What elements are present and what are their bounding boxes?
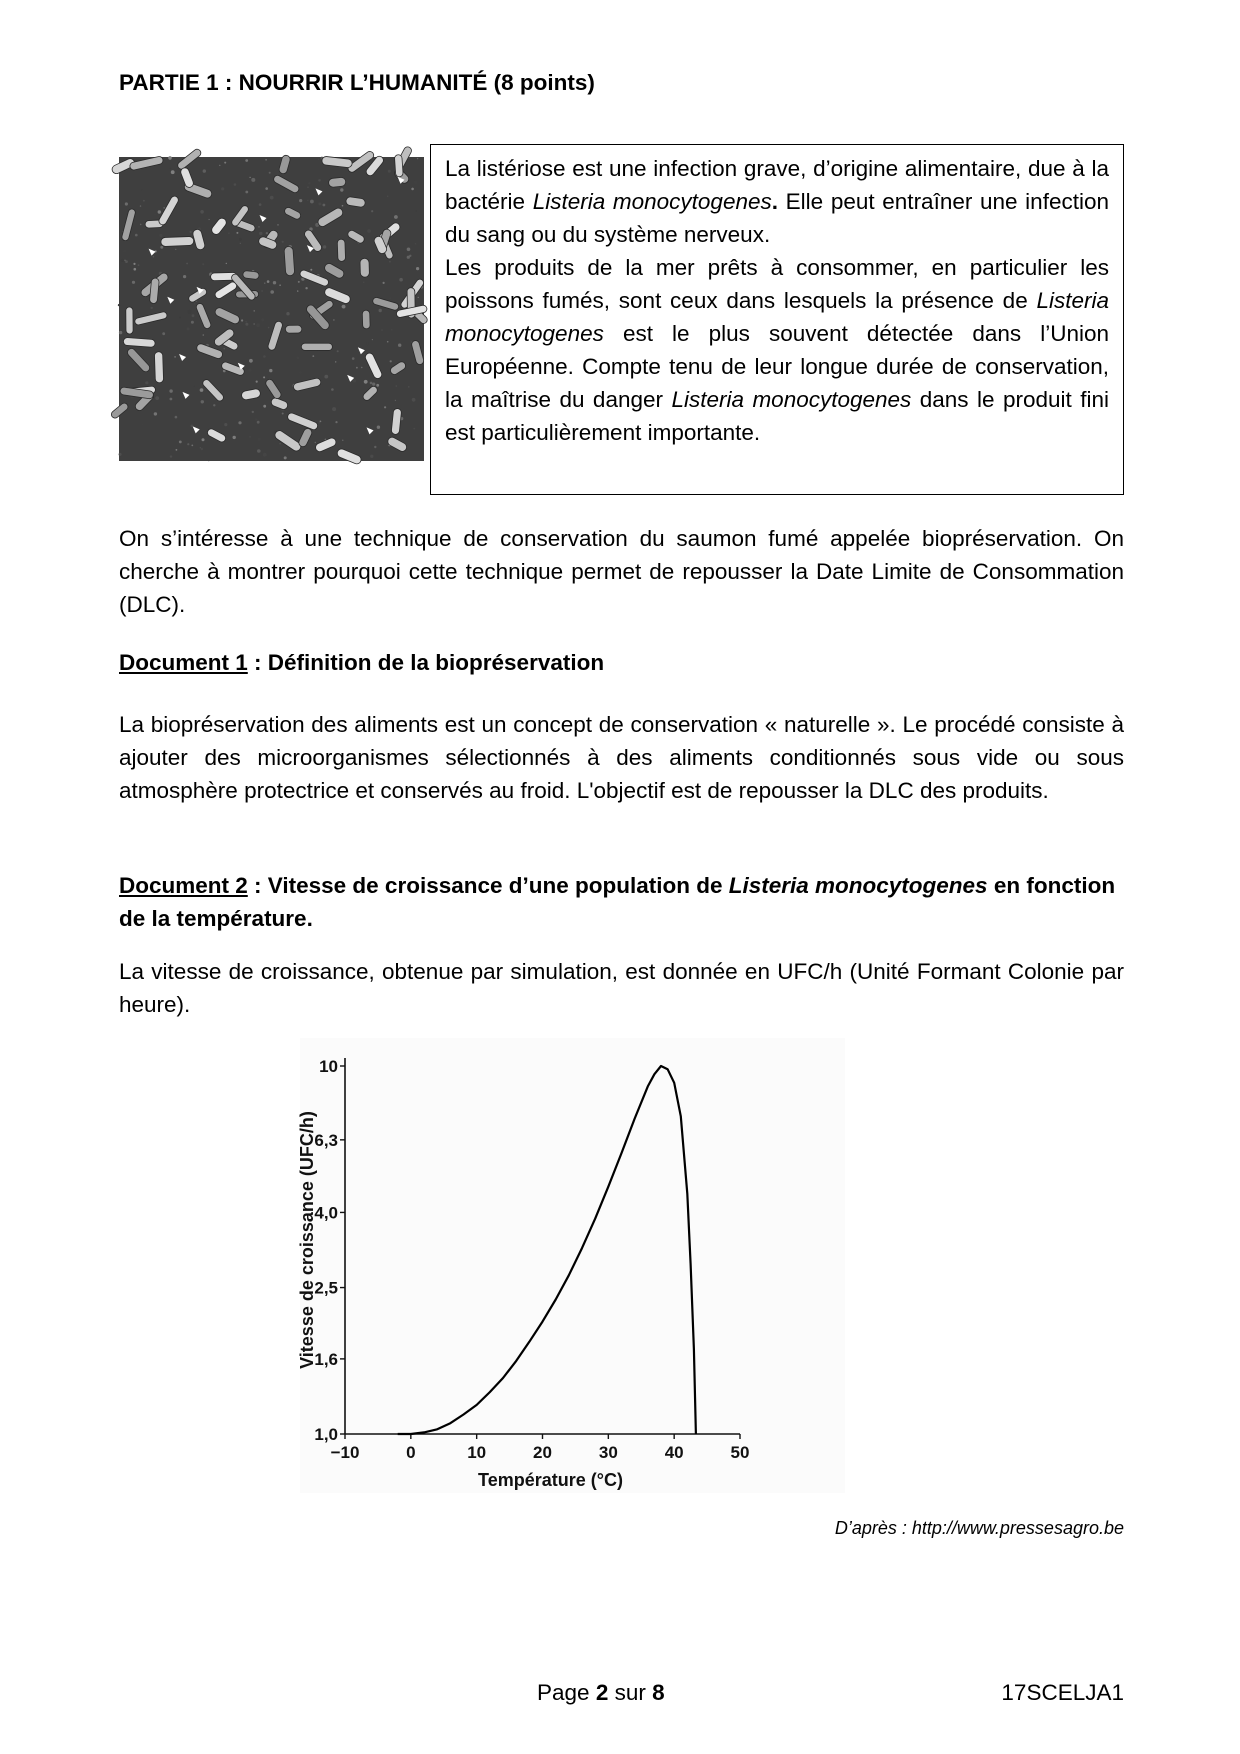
- micrograph-grain: [411, 188, 414, 191]
- micrograph-grain: [263, 405, 266, 408]
- x-tick-label: −10: [330, 1443, 360, 1462]
- micrograph-grain: [399, 278, 403, 282]
- page-separator: sur: [608, 1680, 653, 1705]
- micrograph-grain: [297, 290, 298, 291]
- x-axis-title: Température (°C): [478, 1470, 623, 1490]
- micrograph-grain: [356, 367, 358, 369]
- micrograph-grain: [200, 388, 204, 392]
- micrograph-grain: [267, 280, 270, 283]
- micrograph-grain: [202, 438, 205, 441]
- micrograph-grain: [265, 159, 267, 161]
- micrograph-grain: [154, 412, 157, 415]
- intro-paragraph-2: [445, 251, 1109, 449]
- micrograph-grain: [166, 338, 167, 339]
- micrograph-grain: [238, 421, 241, 424]
- micrograph-grain: [240, 243, 241, 244]
- micrograph-grain: [171, 170, 175, 174]
- micrograph-grain: [342, 205, 344, 207]
- micrograph-grain: [323, 245, 326, 248]
- page-title: PARTIE 1 : NOURRIR L’HUMANITÉ (8 points): [119, 70, 595, 95]
- micrograph-grain: [118, 304, 120, 306]
- y-tick-label: 2,5: [314, 1278, 338, 1298]
- micrograph-grain: [323, 204, 326, 207]
- micrograph-grain: [389, 261, 391, 263]
- micrograph-grain: [282, 413, 284, 415]
- micrograph-grain: [213, 404, 215, 406]
- source-credit: D’après : http://www.pressesagro.be: [834, 1518, 1124, 1538]
- micrograph-grain: [310, 269, 312, 271]
- micrograph-grain: [160, 246, 163, 249]
- micrograph-grain: [299, 371, 302, 374]
- micrograph-grain: [135, 234, 138, 237]
- micrograph-grain: [155, 396, 159, 400]
- micrograph-grain: [249, 177, 250, 178]
- micrograph-grain: [286, 312, 289, 315]
- micrograph-grain: [319, 422, 321, 424]
- micrograph-grain: [332, 407, 336, 411]
- micrograph-grain: [257, 421, 260, 424]
- micrograph-grain: [263, 376, 265, 378]
- x-tick-label: 20: [533, 1443, 552, 1462]
- y-tick-label: 6,3: [314, 1130, 338, 1150]
- intro-text: [445, 152, 1109, 449]
- micrograph-grain: [151, 307, 153, 309]
- micrograph-grain: [256, 323, 260, 327]
- intro-p1-dot: .: [771, 189, 779, 214]
- page-number: [537, 1680, 665, 1706]
- micrograph-grain: [188, 310, 192, 314]
- micrograph-grain: [202, 263, 204, 265]
- y-axis-title: Vitesse de croissance (UFC/h): [297, 1111, 317, 1369]
- micrograph-grain: [416, 455, 418, 457]
- micrograph-grain: [416, 267, 419, 270]
- micrograph-grain: [279, 284, 281, 286]
- micrograph-grain: [342, 440, 343, 441]
- micrograph-grain: [186, 263, 188, 265]
- micrograph-grain: [383, 282, 385, 284]
- micrograph-grain: [153, 256, 154, 257]
- micrograph-grain: [413, 428, 415, 430]
- micrograph-grain: [391, 329, 392, 330]
- micrograph-grain: [270, 290, 274, 294]
- y-tick-label: 4,0: [314, 1203, 338, 1223]
- micrograph-grain: [190, 231, 192, 233]
- y-tick-label: 1,0: [314, 1425, 338, 1444]
- document-2-heading: [119, 869, 1124, 935]
- micrograph-grain: [342, 305, 346, 309]
- micrograph-grain: [245, 191, 248, 194]
- bacterium-rod: [284, 246, 295, 276]
- micrograph-grain: [200, 210, 204, 214]
- micrograph-grain: [194, 303, 195, 304]
- micrograph-grain: [364, 380, 368, 384]
- micrograph-grain: [258, 226, 260, 228]
- micrograph-grain: [299, 199, 302, 202]
- micrograph-grain: [169, 389, 172, 392]
- micrograph-grain: [209, 219, 210, 220]
- micrograph-grain: [414, 180, 418, 184]
- micrograph-grain: [183, 275, 186, 278]
- document-2-title-a: : Vitesse de croissance d’une population de: [247, 873, 729, 898]
- micrograph-grain: [279, 443, 280, 444]
- micrograph-grain: [145, 381, 148, 384]
- intro-p2-text-b: est le plus souvent détectée dans l’Union Européenne. Compte tenu de leur longue durée de conservation, la maîtrise du danger: [445, 321, 1109, 412]
- micrograph-grain: [119, 453, 122, 456]
- page-current: 2: [595, 1680, 609, 1705]
- micrograph-grain: [194, 386, 195, 387]
- micrograph-grain: [352, 357, 355, 360]
- micrograph-grain: [187, 443, 189, 445]
- micrograph-grain: [179, 316, 181, 318]
- micrograph-grain: [372, 383, 375, 386]
- micrograph-grain: [134, 268, 137, 271]
- micrograph-grain: [234, 183, 237, 186]
- micrograph-grain: [370, 455, 373, 458]
- bacterium-rod: [328, 177, 346, 187]
- micrograph-grain: [335, 421, 337, 423]
- y-tick-label: 10: [319, 1057, 338, 1076]
- micrograph-grain: [125, 202, 128, 205]
- micrograph-grain: [266, 232, 268, 234]
- micrograph-grain: [315, 442, 316, 443]
- micrograph-grain: [418, 297, 419, 298]
- micrograph-grain: [140, 205, 141, 206]
- micrograph-grain: [270, 196, 274, 200]
- intro-p2-species-2: Listeria monocytogenes: [671, 387, 912, 412]
- page-total: 8: [652, 1680, 665, 1705]
- objective-paragraph: On s’intéresse à une technique de conservation du saumon fumé appelée biopréservation. On cherche à montrer pourquoi cette technique permet de repousser la Date Limite de Consommation (DLC).: [119, 526, 1124, 617]
- micrograph-grain: [245, 321, 247, 323]
- micrograph-grain: [269, 172, 271, 174]
- micrograph-grain: [372, 339, 373, 340]
- micrograph-grain: [261, 318, 264, 321]
- micrograph-grain: [233, 436, 236, 439]
- micrograph-grain: [254, 323, 255, 324]
- document-1-heading: [119, 650, 604, 676]
- micrograph-grain: [340, 188, 343, 191]
- micrograph-grain: [256, 381, 258, 383]
- micrograph-grain: [379, 309, 382, 312]
- micrograph-grain: [158, 210, 161, 213]
- micrograph-grain: [224, 162, 226, 164]
- bacteria-micrograph-image: [119, 157, 424, 461]
- micrograph-grain: [268, 327, 270, 329]
- micrograph-grain: [224, 348, 225, 349]
- bacterium-rod: [126, 307, 133, 334]
- micrograph-grain: [133, 263, 135, 265]
- micrograph-grain: [191, 445, 193, 447]
- bacterium-rod: [154, 352, 163, 383]
- micrograph-grain: [417, 158, 418, 159]
- micrograph-grain: [124, 260, 126, 262]
- micrograph-grain: [191, 425, 194, 428]
- bacterium-rod: [362, 310, 370, 329]
- micrograph-grain: [307, 200, 308, 201]
- micrograph-grain: [219, 165, 220, 166]
- micrograph-grain: [201, 448, 203, 450]
- intro-p2-text-c: dans le produit fini est particulièrement importante.: [445, 387, 1109, 445]
- micrograph-grain: [140, 224, 142, 226]
- x-tick-label: 10: [467, 1443, 487, 1462]
- micrograph-grain: [224, 423, 227, 426]
- bacterium-rod: [301, 343, 332, 350]
- micrograph-grain: [263, 453, 267, 457]
- micrograph-grain: [175, 249, 176, 250]
- micrograph-grain: [201, 400, 204, 403]
- micrograph-grain: [305, 287, 307, 289]
- micrograph-grain: [395, 400, 396, 401]
- micrograph-grain: [170, 398, 173, 401]
- bacterium-rod: [360, 258, 370, 277]
- micrograph-grain: [162, 332, 165, 335]
- intro-p1-text-a: La listériose est une infection grave, d’origine alimentaire, due à la bactérie: [445, 156, 1109, 214]
- micrograph-grain: [251, 178, 255, 182]
- micrograph-grain: [259, 203, 262, 206]
- document-1-text: La biopréservation des aliments est un concept de conservation « naturelle ». Le procédé consiste à ajouter des microorganismes sélectionnés à des aliments conditionnés sous vide ou sous atmosphère protectrice et conservés au froid. L'objectif est de repousser la DLC des produits.: [119, 712, 1124, 803]
- micrograph-grain: [208, 460, 209, 461]
- micrograph-grain: [200, 447, 201, 448]
- bacterium-rod: [337, 239, 345, 261]
- micrograph-grain: [367, 229, 371, 233]
- micrograph-grain: [407, 256, 410, 259]
- micrograph-grain: [277, 224, 278, 225]
- micrograph-grain: [388, 170, 391, 173]
- micrograph-grain: [138, 264, 140, 266]
- micrograph-grain: [258, 438, 261, 441]
- micrograph-grain: [175, 416, 178, 419]
- micrograph-grain: [259, 232, 262, 235]
- document-1-title: : Définition de la biopréservation: [247, 650, 605, 675]
- document-2-species: Listeria monocytogenes: [728, 873, 988, 898]
- micrograph-grain: [318, 159, 319, 160]
- micrograph-grain: [381, 329, 383, 331]
- micrograph-grain: [265, 187, 268, 190]
- micrograph-grain: [371, 210, 373, 212]
- micrograph-grain: [308, 182, 310, 184]
- micrograph-grain: [119, 331, 122, 334]
- micrograph-grain: [245, 323, 248, 326]
- document-2-title-b: en fonction de la température.: [119, 873, 1116, 931]
- micrograph-grain: [377, 426, 380, 429]
- micrograph-grain: [374, 446, 376, 448]
- micrograph-grain: [361, 367, 362, 368]
- micrograph-grain: [123, 250, 126, 253]
- micrograph-grain: [187, 327, 190, 330]
- micrograph-grain: [142, 424, 143, 425]
- page-prefix: Page: [537, 1680, 596, 1705]
- micrograph-grain: [297, 357, 300, 360]
- micrograph-grain: [298, 281, 300, 283]
- micrograph-grain: [394, 215, 398, 219]
- micrograph-grain: [121, 259, 124, 262]
- intro-p1-species: Listeria monocytogenes: [532, 189, 772, 214]
- x-tick-label: 50: [730, 1443, 750, 1462]
- micrograph-grain: [143, 200, 145, 202]
- bacteria-micrograph: [119, 157, 424, 461]
- bacterium-rod: [243, 270, 260, 279]
- micrograph-grain: [203, 169, 206, 172]
- x-tick-label: 40: [664, 1443, 684, 1462]
- micrograph-grain: [353, 379, 356, 382]
- micrograph-grain: [261, 290, 263, 292]
- micrograph-grain: [168, 156, 172, 160]
- intro-p1-text-b: Elle peut entraîner une infection du sang ou du système nerveux.: [445, 189, 1109, 247]
- micrograph-grain: [412, 398, 416, 402]
- micrograph-grain: [310, 200, 314, 204]
- micrograph-grain: [257, 449, 261, 453]
- micrograph-grain: [387, 341, 389, 343]
- micrograph-grain: [141, 189, 143, 191]
- micrograph-grain: [415, 243, 417, 245]
- micrograph-grain: [249, 436, 251, 438]
- x-tick-label: 0: [406, 1443, 416, 1462]
- micrograph-grain: [192, 314, 195, 317]
- micrograph-grain: [174, 356, 176, 358]
- micrograph-grain: [408, 386, 409, 387]
- micrograph-grain: [132, 281, 135, 284]
- micrograph-grain: [203, 334, 205, 336]
- document-2-label: Document 2: [119, 873, 248, 898]
- micrograph-grain: [376, 384, 379, 387]
- document-1-label: Document 1: [119, 650, 248, 675]
- y-tick-label: 1,6: [314, 1349, 338, 1369]
- micrograph-grain: [363, 282, 364, 283]
- micrograph-grain: [176, 449, 178, 451]
- micrograph-grain: [324, 375, 328, 379]
- micrograph-grain: [255, 418, 257, 420]
- micrograph-grain: [221, 187, 224, 190]
- micrograph-grain: [254, 310, 255, 311]
- micrograph-grain: [249, 359, 253, 363]
- micrograph-grain: [159, 234, 162, 237]
- micrograph-grain: [241, 319, 243, 321]
- micrograph-grain: [236, 232, 238, 234]
- micrograph-grain: [387, 196, 389, 198]
- bacterium-rod: [285, 325, 301, 333]
- micrograph-grain: [389, 297, 391, 299]
- micrograph-grain: [273, 281, 276, 284]
- micrograph-grain: [398, 344, 401, 347]
- micrograph-grain: [407, 248, 411, 252]
- micrograph-grain: [269, 369, 272, 372]
- micrograph-grain: [337, 350, 339, 352]
- document-code: 17SCELJA1: [1001, 1680, 1124, 1705]
- micrograph-grain: [284, 456, 287, 459]
- bacterium-rod: [161, 236, 194, 246]
- micrograph-grain: [252, 411, 254, 413]
- micrograph-grain: [245, 159, 248, 162]
- micrograph-grain: [318, 202, 321, 205]
- micrograph-grain: [318, 179, 321, 182]
- x-tick-label: 30: [598, 1443, 618, 1462]
- growth-rate-chart: [297, 1038, 845, 1493]
- micrograph-grain: [248, 368, 251, 371]
- micrograph-grain: [264, 283, 265, 284]
- micrograph-grain: [228, 232, 230, 234]
- intro-p2-species: Listeria monocytogenes: [445, 288, 1109, 346]
- micrograph-grain: [416, 210, 418, 212]
- micrograph-grain: [333, 319, 334, 320]
- micrograph-grain: [263, 355, 266, 358]
- document-2-text: La vitesse de croissance, obtenue par simulation, est donnée en UFC/h (Unité Formant Colonie par heure).: [119, 959, 1124, 1017]
- micrograph-grain: [191, 321, 194, 324]
- micrograph-background: [119, 157, 424, 461]
- micrograph-grain: [170, 455, 172, 457]
- micrograph-grain: [239, 238, 242, 241]
- micrograph-grain: [366, 342, 369, 345]
- micrograph-grain: [154, 214, 156, 216]
- micrograph-grain: [384, 406, 386, 408]
- intro-paragraph-1: [445, 152, 1109, 251]
- micrograph-grain: [282, 241, 284, 243]
- intro-p2-text-a: Les produits de la mer prêts à consommer, en particulier les poissons fumés, sont ceux dans lesquels la présence de: [445, 255, 1109, 313]
- micrograph-grain: [331, 388, 334, 391]
- micrograph-grain: [170, 168, 171, 169]
- micrograph-grain: [370, 382, 373, 385]
- micrograph-grain: [390, 360, 392, 362]
- bacterium-rod: [394, 154, 403, 177]
- micrograph-grain: [179, 441, 182, 444]
- micrograph-grain: [396, 385, 398, 387]
- micrograph-grain: [335, 361, 336, 362]
- growth-rate-chart-svg: [297, 1038, 845, 1493]
- micrograph-grain: [226, 263, 227, 264]
- micrograph-grain: [312, 355, 314, 357]
- micrograph-grain: [307, 187, 308, 188]
